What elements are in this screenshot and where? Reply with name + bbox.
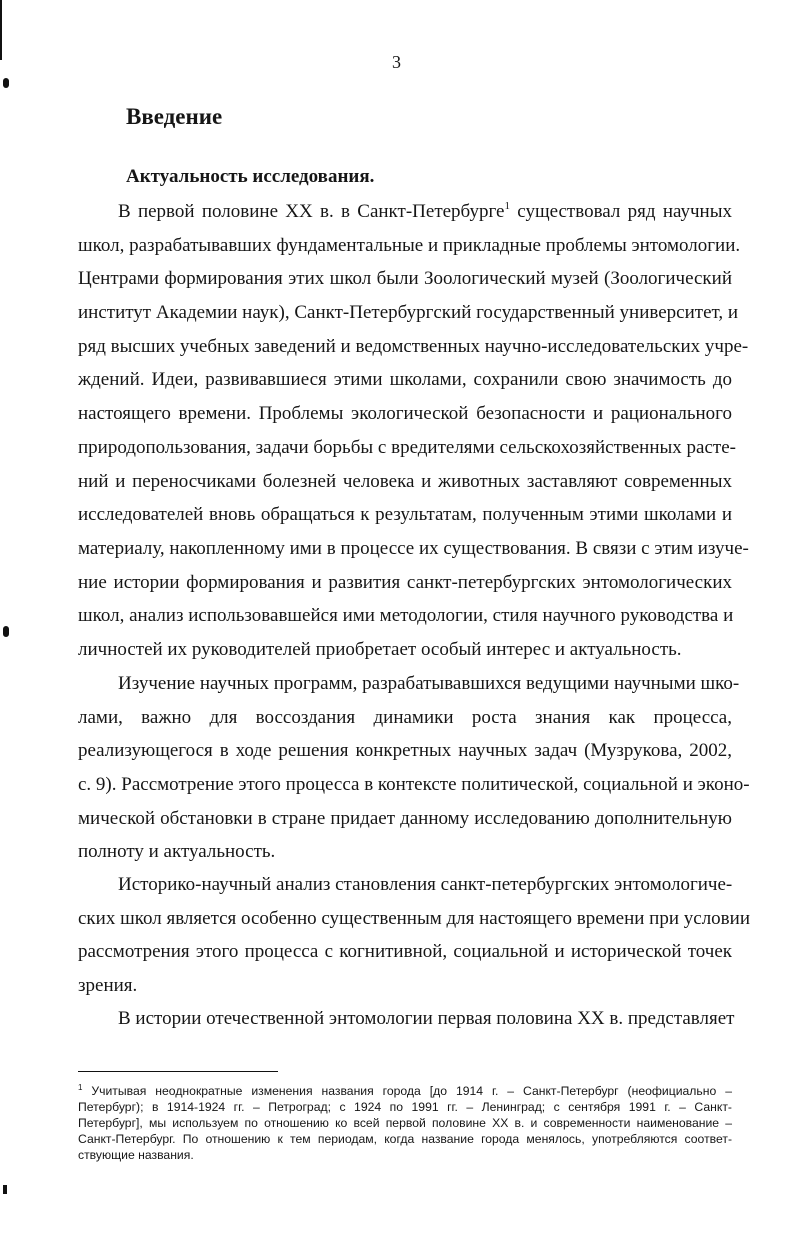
paragraph-line: ние истории формирования и развития санкт-петербургских энтомологических	[78, 571, 732, 593]
paragraph-line: реализующегося в ходе решения конкретных научных задач (Музрукова, 2002,	[78, 740, 732, 762]
paragraph-line: с. 9). Рассмотрение этого процесса в контексте политической, социальной и эконо-	[78, 774, 750, 796]
footnote-line: ствующие названия.	[78, 1148, 194, 1162]
paragraph-line: материалу, накопленному ими в процессе их существования. В связи с этим изуче-	[78, 537, 749, 559]
paragraph-line: институт Академии наук), Санкт-Петербургский государственный университет, и	[78, 302, 739, 324]
scan-artifact-left-dot	[3, 78, 9, 88]
paragraph-line: природопользования, задачи борьбы с вредителями сельскохозяйственных расте-	[78, 436, 736, 458]
paragraph-line: Центрами формирования этих школ были Зоологический музей (Зоологический	[78, 268, 732, 290]
footnote-line: Петербург], мы используем по отношению ко всей первой половине XX в. и современности наименование –	[78, 1116, 732, 1130]
paragraph-line: полноту и актуальность.	[78, 841, 276, 863]
section-title: Актуальность исследования.	[126, 166, 375, 187]
paragraph-line: исследователей вновь обращаться к результатам, полученным этими школами и	[78, 504, 732, 526]
footnote-marker: 1	[78, 1083, 83, 1092]
paragraph-line: ний и переносчиками болезней человека и животных заставляют современных	[78, 470, 732, 492]
scan-artifact-left-dot-2	[3, 626, 9, 637]
footnote-ref[interactable]: 1	[504, 200, 510, 212]
paragraph-line: ских школ является особенно существенным для настоящего времени при условии	[78, 907, 750, 929]
page-number: 3	[392, 52, 401, 72]
paragraph-line: Историко-научный анализ становления санкт-петербургских энтомологиче-	[118, 874, 733, 895]
paragraph-line: личностей их руководителей приобретает особый интерес и актуальность.	[78, 638, 682, 660]
paragraph-line: настоящего времени. Проблемы экологической безопасности и рационального	[78, 403, 732, 425]
scan-artifact-left-dot-3	[3, 1185, 7, 1194]
paragraph-2	[78, 667, 750, 869]
paragraph-line: В первой половине XX в. в Санкт-Петербурге$^1$ существовал ряд научных	[118, 200, 732, 222]
footnote-line: Петербург); в 1914-1924 гг. – Петроград; с 1924 по 1991 гг. – Ленинград; с сентября 1991 г. – Санкт-	[78, 1100, 732, 1114]
paragraph-line: мической обстановки в стране придает данному исследованию дополнительную	[78, 807, 732, 829]
footnote	[78, 1083, 732, 1163]
paragraph-line: Изучение научных программ, разрабатывавшихся ведущими научными шко-	[118, 673, 740, 694]
paragraph-line: школ, разрабатывавших фундаментальные и прикладные проблемы энтомологии.	[78, 234, 741, 256]
paragraph-line: лами, важно для воссоздания динамики роста знания как процесса,	[78, 706, 732, 728]
paragraph-line: ряд высших учебных заведений и ведомственных научно-исследовательских учре-	[78, 335, 749, 357]
paragraph-line: В истории отечественной энтомологии первая половина XX в. представляет	[118, 1008, 735, 1029]
paragraph-3	[78, 868, 750, 1003]
footnote-line: $^1$ Учитывая неоднократные изменения названия города [до 1914 г. – Санкт-Петербург (неофициально –	[78, 1083, 732, 1098]
paragraph-line: школ, анализ использовавшейся ими методологии, стиля научного руководства и	[78, 605, 734, 627]
chapter-title: Введение	[126, 104, 223, 129]
paragraph-line: зрения.	[78, 975, 138, 997]
paragraph-line: рассмотрения этого процесса с когнитивной, социальной и исторической точек	[78, 941, 732, 963]
footnote-line: Санкт-Петербург. По отношению к тем периодам, когда название города менялось, употребляются соответ-	[78, 1132, 732, 1146]
paragraph-line: ждений. Идеи, развивавшиеся этими школами, сохранили свою значимость до	[78, 369, 732, 391]
scan-artifact-left-top	[0, 0, 2, 60]
footnote-separator	[78, 1071, 278, 1072]
paragraph-4	[78, 1002, 735, 1036]
paragraph-1	[78, 195, 749, 667]
